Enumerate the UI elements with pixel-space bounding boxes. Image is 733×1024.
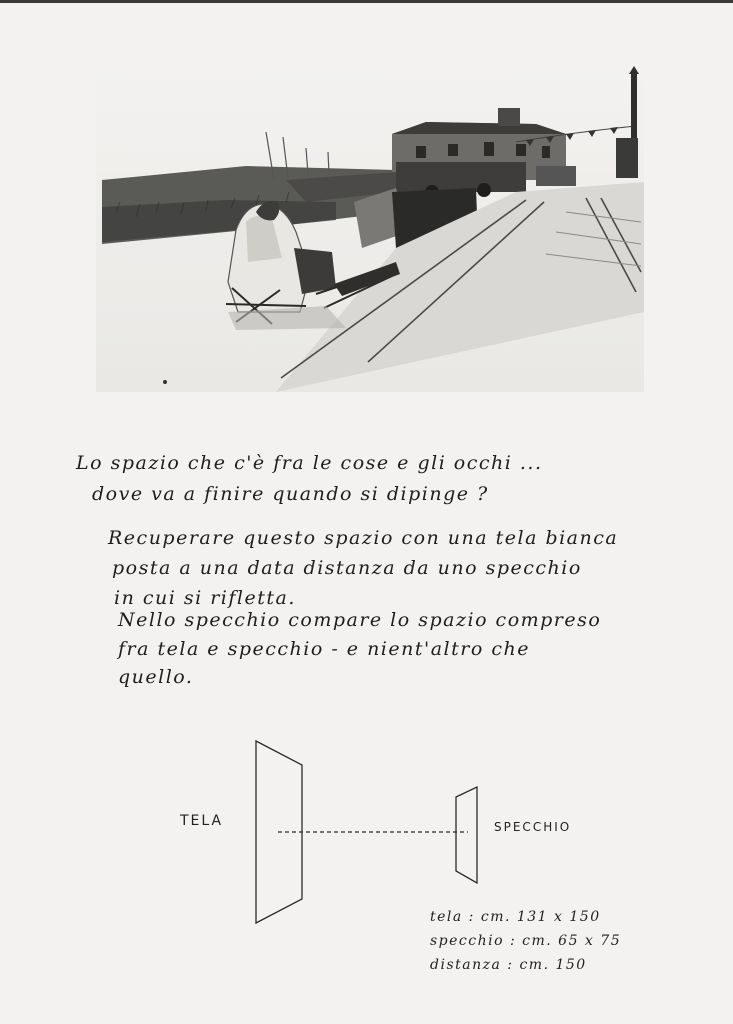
text-line-4: posta a una data distanza da uno specchio — [112, 557, 582, 579]
photograph — [96, 62, 644, 392]
dimension-tela: tela : cm. 131 x 150 — [430, 909, 601, 925]
text-line-3: Recuperare questo spazio con una tela bianca — [108, 527, 619, 549]
page-top-edge — [0, 0, 733, 3]
specchio-label: SPECCHIO — [494, 820, 572, 834]
ink-dot — [163, 380, 167, 384]
photograph-image — [96, 62, 644, 392]
dimension-distanza: distanza : cm. 150 — [430, 957, 587, 973]
text-line-7: fra tela e specchio - e nient'altro che — [118, 638, 530, 660]
text-line-1: Lo spazio che c'è fra le cose e gli occhi ... — [76, 452, 543, 474]
text-line-5: in cui si rifletta. — [114, 587, 296, 609]
dimensions-list — [430, 905, 621, 977]
text-line-8: quello. — [118, 666, 194, 688]
text-line-6: Nello specchio compare lo spazio compreso — [118, 609, 602, 631]
text-line-2: dove va a finire quando si dipinge ? — [92, 483, 489, 505]
tela-label: TELA — [180, 813, 224, 829]
dimension-specchio: specchio : cm. 65 x 75 — [430, 933, 622, 949]
specchio-mirror-shape — [456, 787, 477, 883]
